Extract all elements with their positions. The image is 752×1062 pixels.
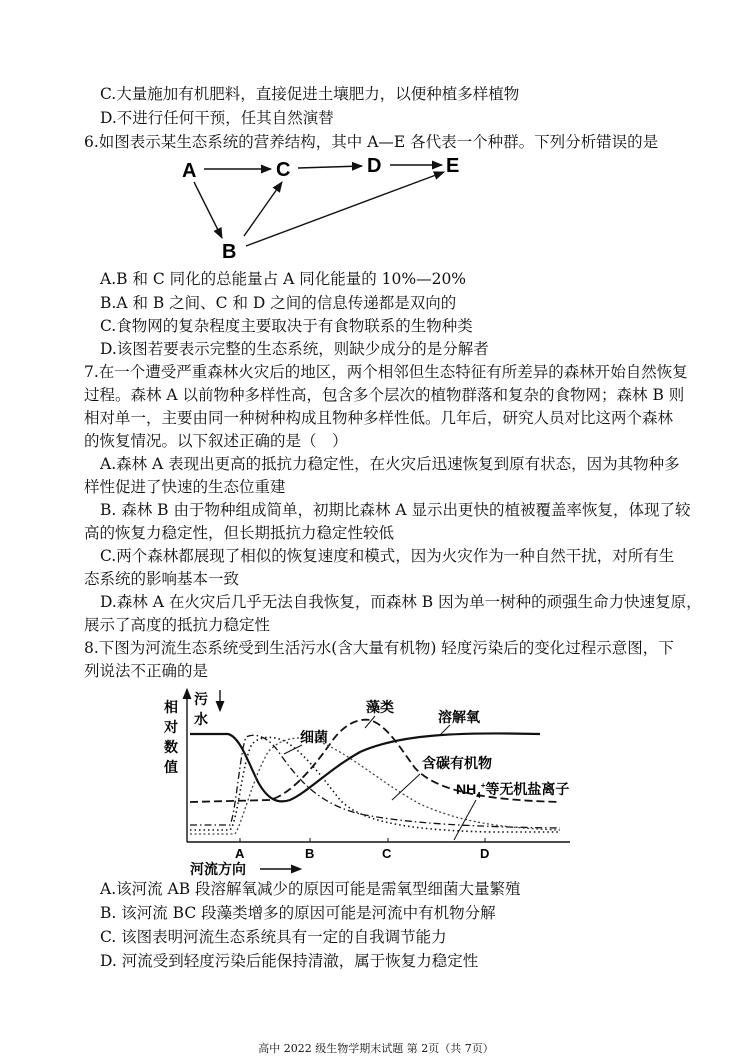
node-c: C bbox=[276, 159, 291, 181]
q7-option-c-line-2: 态系统的影响基本一致 bbox=[84, 570, 240, 588]
ylabel-char-2: 对 bbox=[164, 719, 178, 735]
q6-option-c: C.食物网的复杂程度主要取决于有食物联系的生物种类 bbox=[100, 317, 473, 335]
q8-river-pollution-diagram bbox=[160, 682, 620, 878]
ylabel-char-1: 相 bbox=[164, 699, 178, 715]
q8-stem-line-2: 列说法不正确的是 bbox=[84, 662, 209, 680]
q6-option-a: A.B 和 C 同化的总能量占 A 同化能量的 10%—20% bbox=[100, 270, 467, 288]
q5-option-d: D.不进行任何干预，任其自然演替 bbox=[100, 109, 334, 127]
section-label-a: A bbox=[235, 846, 245, 861]
ylabel-char-4: 值 bbox=[164, 759, 178, 775]
section-label-d: D bbox=[480, 846, 490, 861]
sewage-char-2: 水 bbox=[194, 711, 208, 727]
arrow-b-c bbox=[244, 182, 282, 236]
node-d: D bbox=[367, 155, 382, 177]
q8-option-d: D. 河流受到轻度污染后能保持清澈，属于恢复力稳定性 bbox=[100, 952, 479, 970]
q6-option-b: B.A 和 B 之间、C 和 D 之间的信息传递都是双向的 bbox=[100, 294, 457, 312]
arrow-b-e bbox=[246, 172, 444, 246]
node-b: B bbox=[222, 241, 237, 263]
q6-food-web-diagram bbox=[170, 150, 480, 265]
q7-stem-line-2: 过程。森林 A 以前物种多样性高，包含多个层次的植物群落和复杂的食物网；森林 B 则 bbox=[84, 386, 685, 404]
q8-option-a: A.该河流 AB 段溶解氧减少的原因可能是需氧型细菌大量繁殖 bbox=[100, 880, 521, 898]
q7-option-d-line-1: D.森林 A 在火灾后几乎无法自我恢复，而森林 B 因为单一树种的顽强生命力快速复原， bbox=[100, 593, 702, 611]
leader-organic bbox=[392, 774, 420, 800]
q7-option-a-line-1: A.森林 A 表现出更高的抵抗力稳定性，在火灾后迅速恢复到原有状态，因为其物种多 bbox=[100, 455, 680, 473]
node-e: E bbox=[446, 155, 460, 177]
section-label-c: C bbox=[382, 846, 392, 861]
q8-option-b: B. 该河流 BC 段藻类增多的原因可能是河流中有机物分解 bbox=[100, 904, 496, 922]
xlabel: 河流方向 bbox=[190, 861, 246, 877]
leader-ions bbox=[454, 800, 476, 840]
q6-stem: 6.如图表示某生态系统的营养结构，其中 A—E 各代表一个种群。下列分析错误的是 bbox=[84, 133, 659, 151]
sewage-char-1: 污 bbox=[194, 691, 208, 707]
q7-stem-line-3: 相对单一，主要由同一种树种构成且物种多样性低。几年后，研究人员对比这两个森林 bbox=[84, 409, 674, 427]
q8-option-c: C. 该图表明河流生态系统具有一定的自我调节能力 bbox=[100, 928, 447, 946]
node-a: A bbox=[182, 160, 197, 182]
q5-option-c: C.大量施加有机肥料，直接促进土壤肥力，以便种植多样植物 bbox=[100, 85, 520, 103]
label-dissolved-oxygen: 溶解氧 bbox=[438, 709, 480, 725]
arrow-a-b bbox=[194, 182, 222, 238]
label-bacteria: 细菌 bbox=[300, 729, 328, 745]
leader-bacteria bbox=[284, 745, 302, 754]
q7-stem-line-1: 7.在一个遭受严重森林火灾后的地区，两个相邻但生态特征有所差异的森林开始自然恢复 bbox=[84, 363, 688, 381]
page-footer: 高中 2022 级生物学期末试题 第 2页（共 7页） bbox=[258, 1042, 494, 1055]
q6-option-d: D.该图若要表示完整的生态系统，则缺少成分的是分解者 bbox=[100, 340, 489, 358]
q8-stem-line-1: 8.下图为河流生态系统受到生活污水(含大量有机物) 轻度污染后的变化过程示意图，下 bbox=[84, 639, 674, 657]
q7-option-b-line-2: 高的恢复力稳定性，但长期抵抗力稳定性较低 bbox=[84, 524, 395, 542]
q7-stem-line-4: 的恢复情况。以下叙述正确的是（ ） bbox=[84, 432, 348, 450]
label-inorganic-ions: $NH_4^+$等无机盐离子 bbox=[456, 781, 570, 800]
label-organic-carbon: 含碳有机物 bbox=[422, 755, 492, 771]
arrow-c-d bbox=[298, 166, 362, 168]
q7-option-d-line-2: 展示了高度的抵抗力稳定性 bbox=[84, 616, 271, 634]
q7-option-a-line-2: 样性促进了快速的生态位重建 bbox=[84, 478, 286, 496]
q7-option-b-line-1: B. 森林 B 由于物种组成简单，初期比森林 A 显示出更快的植被覆盖率恢复，体现了较 bbox=[100, 501, 691, 519]
q7-option-c-line-1: C.两个森林都展现了相似的恢复速度和模式，因为火灾作为一种自然干扰，对所有生 bbox=[100, 547, 675, 565]
ylabel-char-3: 数 bbox=[164, 739, 178, 755]
section-label-b: B bbox=[305, 846, 315, 861]
label-algae: 藻类 bbox=[366, 699, 394, 715]
